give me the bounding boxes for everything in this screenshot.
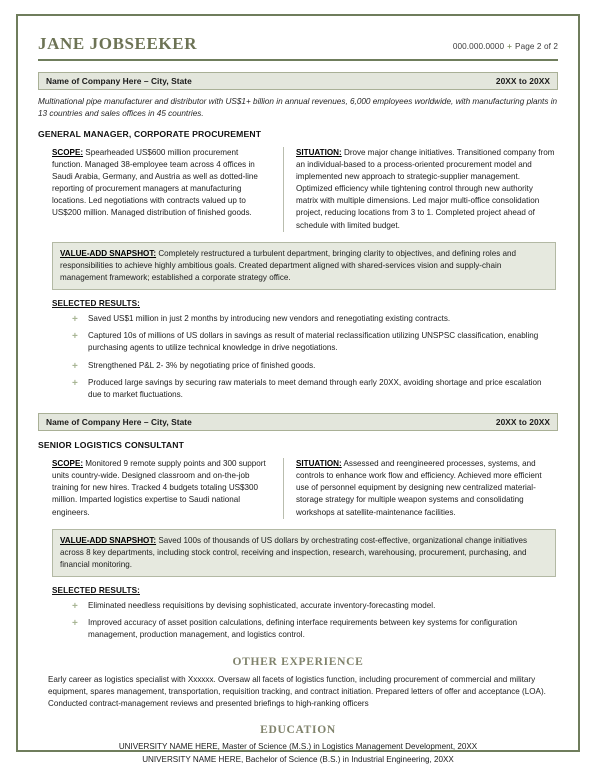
snapshot-text: Completely restructured a turbulent department, bringing clarity to objectives, and defining roles and responsibilities to achieve highly ambitious goals. Created department aligned with shared-services vision and supply-chain management framework; established a corporate strategy office. bbox=[60, 248, 516, 283]
scope-column bbox=[38, 147, 284, 232]
list-item bbox=[72, 313, 554, 325]
selected-results-heading: SELECTED RESULTS: bbox=[52, 299, 140, 309]
situation-column bbox=[284, 458, 558, 519]
header-divider bbox=[38, 59, 558, 61]
page-number: Page 2 of 2 bbox=[515, 42, 558, 51]
plus-separator-icon: + bbox=[507, 42, 513, 51]
selected-results-list bbox=[38, 600, 558, 641]
company-tagline: Multinational pipe manufacturer and distributor with US$1+ billion in annual revenues, 6,000 employees worldwide, with manufacturing plants in 13 countries and sales offices in 45 countries. bbox=[38, 97, 558, 118]
scope-label: SCOPE: bbox=[52, 459, 84, 469]
other-experience-heading: OTHER EXPERIENCE bbox=[232, 655, 364, 668]
list-item bbox=[72, 360, 554, 372]
list-item bbox=[72, 330, 554, 354]
result-text: Strengthened P&L 2- 3% by negotiating price of finished goods. bbox=[88, 360, 316, 370]
plus-bullet-icon: + bbox=[72, 314, 78, 326]
company-dates: 20XX to 20XX bbox=[495, 76, 550, 86]
education-heading: EDUCATION bbox=[260, 724, 336, 736]
resume-page bbox=[16, 14, 580, 764]
list-item bbox=[72, 600, 554, 612]
snapshot-label: VALUE-ADD SNAPSHOT: bbox=[60, 535, 157, 545]
snapshot-label: VALUE-ADD SNAPSHOT: bbox=[60, 248, 157, 258]
phone-number: 000.000.0000 bbox=[452, 42, 505, 51]
scope-text: Spearheaded US$600 million procurement function. Managed 38-employee team across 4 offices in Saudi Arabia, Germany, and Austria as well as dotted-line reporting of procurement managers at manufacturing locations. Led negotiations with contracts valued up to US$200 million. Managed distribution of finished goods. bbox=[52, 147, 258, 218]
education-entry: UNIVERSITY NAME HERE, Master of Science (M.S.) in Logistics Management Development, 20XX bbox=[118, 742, 478, 751]
plus-bullet-icon: + bbox=[72, 618, 78, 630]
selected-results-list bbox=[38, 313, 558, 401]
scope-situation-columns bbox=[38, 458, 558, 519]
selected-results-heading: SELECTED RESULTS: bbox=[52, 586, 140, 596]
situation-label: SITUATION: bbox=[296, 147, 342, 157]
result-text: Produced large savings by securing raw materials to meet demand through early 20XX, avoiding shortage and price escalation due to market fluctuations. bbox=[88, 377, 542, 399]
result-text: Captured 10s of millions of US dollars in savings as result of material reclassification utilizing UNSPSC classification, enabling purchasing agents to utilize technical knowledge in drive negotiations. bbox=[88, 331, 539, 353]
company-dates: 20XX to 20XX bbox=[495, 417, 550, 428]
job-title: GENERAL MANAGER, CORPORATE PROCUREMENT bbox=[38, 128, 262, 139]
other-experience-text: Early career as logistics specialist with Xxxxxx. Oversaw all facets of logistics function, including procurement of commercial and military equipment, spares management, transportation, requisition tracking, and contract initiation. Prepared letters of offer and acceptance (LOA). Conducted contract-management reviews and presented briefings to high-ranking officers bbox=[48, 674, 546, 708]
scope-text: Monitored 9 remote supply points and 300 support units country-wide. Designed classroom and on-the-job training for new hires. Tracked 4 budgets totaling US$300 million. Imparted logistics expertise to Saudi national engineers. bbox=[52, 459, 266, 517]
candidate-name: JANE JOBSEEKER bbox=[38, 34, 198, 53]
education-entry: UNIVERSITY NAME HERE, Bachelor of Science (B.S.) in Industrial Engineering, 20XX bbox=[142, 754, 454, 764]
result-text: Eliminated needless requisitions by devising sophisticated, accurate inventory-forecasting model. bbox=[88, 601, 436, 611]
result-text: Saved US$1 million in just 2 months by introducing new vendors and renegotiating existing contracts. bbox=[88, 314, 451, 324]
situation-text: Drove major change initiatives. Transitioned company from an individual-based to a process-oriented procurement model and implemented new approach to strategic-supplier management. Optimized efficiency while tightening control through new authority matrix with multiple dimensions. Led major multi-office consolidation project, reducing locations from 3 to 1. Completed project ahead of schedule with limited budget. bbox=[296, 147, 555, 230]
plus-bullet-icon: + bbox=[72, 601, 78, 613]
plus-bullet-icon: + bbox=[72, 377, 78, 389]
plus-bullet-icon: + bbox=[72, 360, 78, 372]
list-item bbox=[72, 377, 554, 401]
situation-text: Assessed and reengineered processes, systems, and controls to enhance work flow and efficiency. Achieved more efficient use of personnel equipment by designing new centralized material-storage strategy for multiple weapon systems and consolidating workshops at satellite-maintenance facilities. bbox=[296, 459, 542, 517]
situation-column bbox=[284, 147, 558, 232]
scope-label: SCOPE: bbox=[52, 147, 84, 157]
company-bar bbox=[38, 413, 558, 431]
situation-label: SITUATION: bbox=[296, 459, 342, 469]
company-name: Name of Company Here – City, State bbox=[46, 417, 192, 428]
scope-column bbox=[38, 458, 284, 519]
education-list bbox=[38, 741, 558, 766]
snapshot-text: Saved 100s of thousands of US dollars by orchestrating cost-effective, organizational change initiatives across 8 key departments, including stock control, receiving and inspection, research, warehousing, procurement, purchasing, and financial monitoring. bbox=[60, 535, 528, 570]
page-header bbox=[38, 34, 558, 54]
list-item bbox=[72, 617, 554, 641]
value-add-snapshot bbox=[52, 242, 556, 290]
result-text: Improved accuracy of asset position calculations, defining interface requirements between key systems for configuration management, production management, and logistics control. bbox=[88, 618, 518, 640]
header-contact-line bbox=[453, 42, 558, 51]
value-add-snapshot bbox=[52, 529, 556, 577]
plus-bullet-icon: + bbox=[72, 331, 78, 343]
scope-situation-columns bbox=[38, 147, 558, 232]
company-bar bbox=[38, 72, 558, 90]
job-title: SENIOR LOGISTICS CONSULTANT bbox=[38, 440, 185, 451]
company-name: Name of Company Here – City, State bbox=[46, 76, 192, 86]
